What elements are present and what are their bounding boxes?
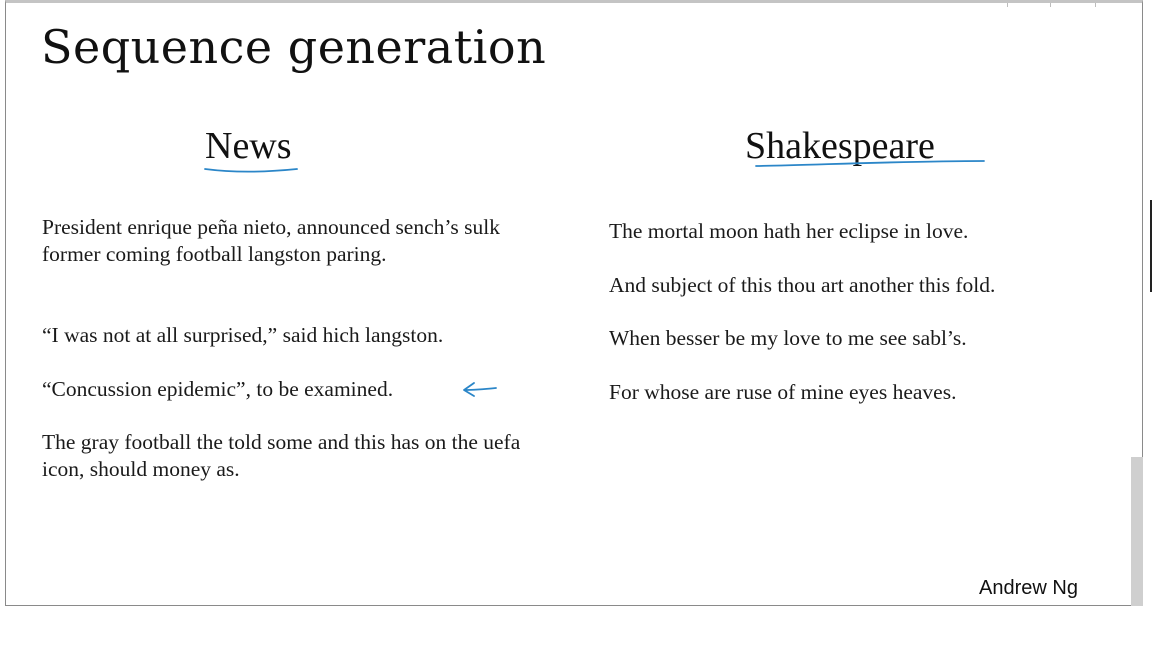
top-border-tick bbox=[1050, 3, 1051, 7]
shakespeare-sample-4: For whose are ruse of mine eyes heaves. bbox=[609, 380, 957, 404]
left-arrow-icon bbox=[460, 380, 500, 402]
scrollbar-thumb[interactable] bbox=[1131, 457, 1143, 606]
news-sample-4: The gray football the told some and this has on the uefa icon, should money as. bbox=[42, 430, 521, 481]
author-credit: Andrew Ng bbox=[979, 577, 1078, 599]
shakespeare-sample-3: When besser be my love to me see sabl’s. bbox=[609, 326, 967, 350]
scrollbar-track[interactable] bbox=[1144, 0, 1152, 606]
shakespeare-underline-annotation bbox=[754, 155, 994, 171]
top-border-tick bbox=[1007, 3, 1008, 7]
news-underline-annotation bbox=[203, 163, 303, 177]
shakespeare-heading: Shakespeare bbox=[745, 125, 935, 167]
slide-canvas bbox=[5, 0, 1143, 606]
news-sample-1: President enrique peña nieto, announced sench’s sulk former coming football langston paring. bbox=[42, 215, 500, 266]
shakespeare-sample-2: And subject of this thou art another this fold. bbox=[609, 273, 996, 297]
slide-title: Sequence generation bbox=[41, 20, 547, 74]
news-heading: News bbox=[205, 125, 292, 167]
shakespeare-sample-1: The mortal moon hath her eclipse in love. bbox=[609, 219, 969, 243]
news-sample-2: “I was not at all surprised,” said hich langston. bbox=[42, 323, 444, 347]
news-sample-3: “Concussion epidemic”, to be examined. bbox=[42, 377, 394, 401]
top-border-tick bbox=[1095, 3, 1096, 7]
